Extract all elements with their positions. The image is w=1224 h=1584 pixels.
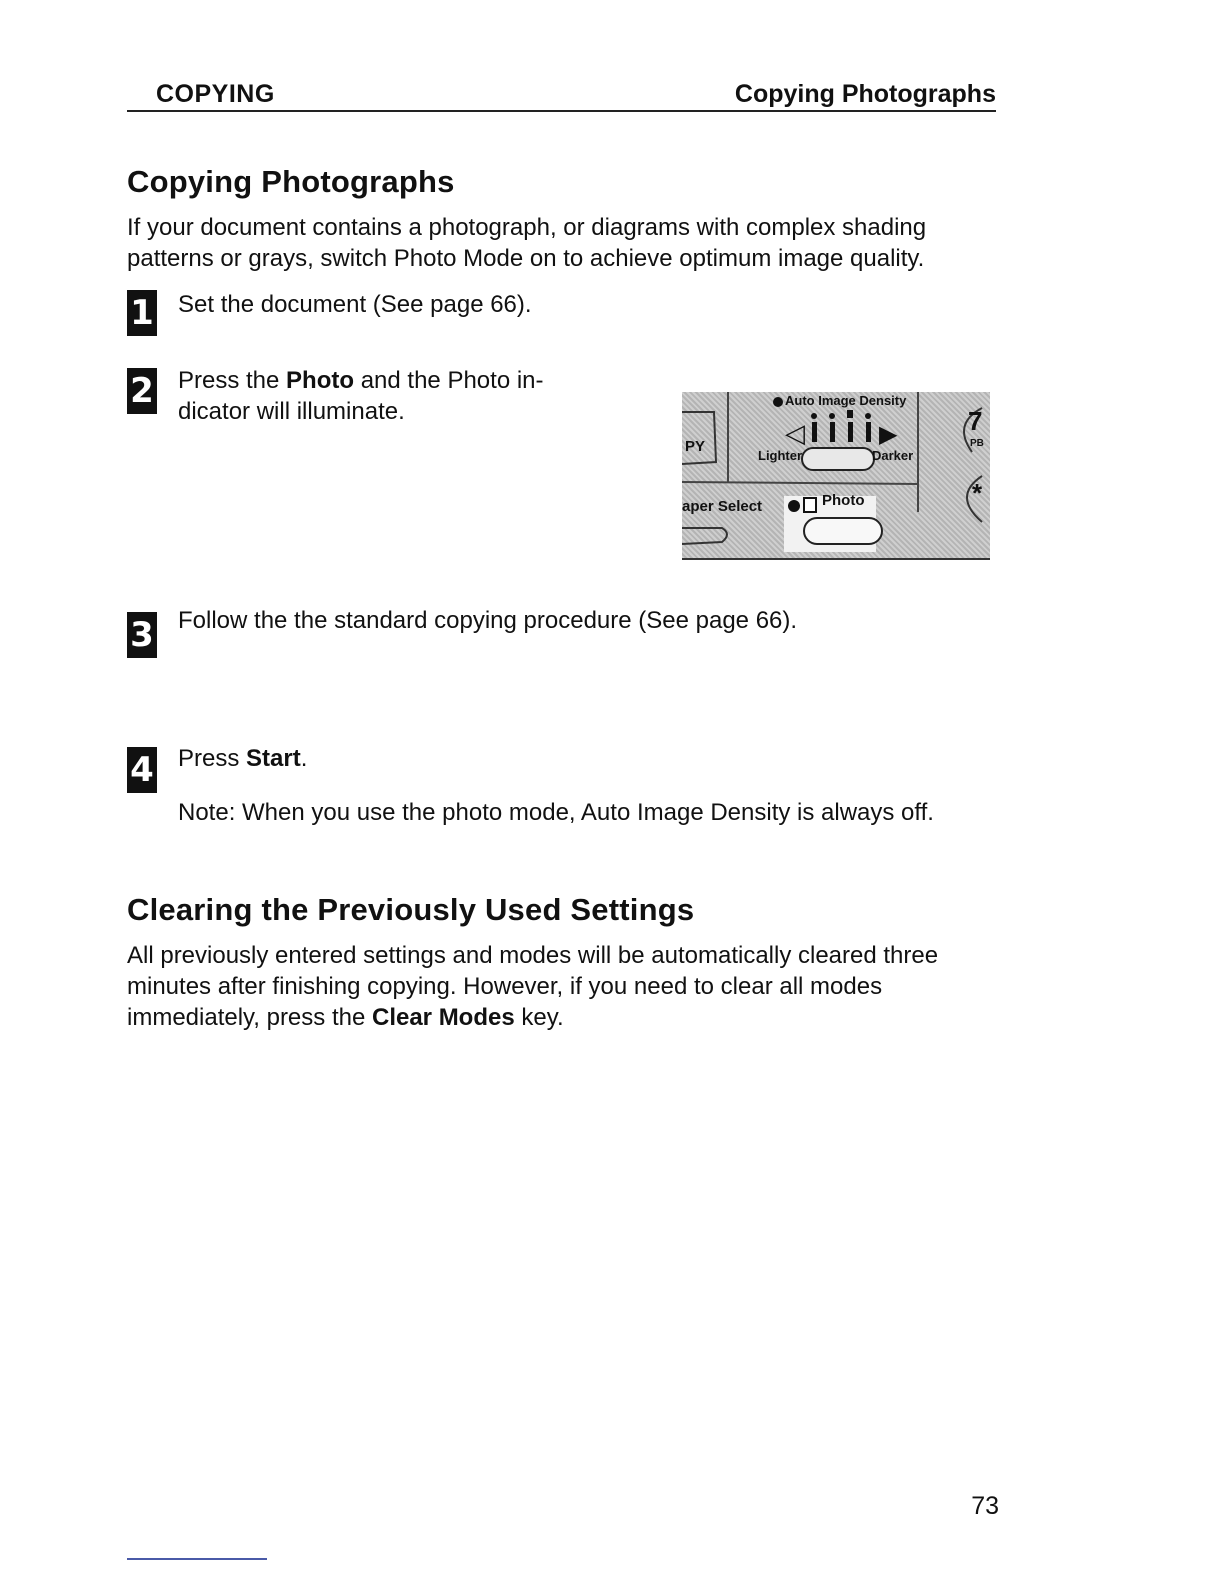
auto-density-indicator-icon bbox=[773, 397, 783, 407]
clearing-line-3-post: key. bbox=[514, 1004, 564, 1031]
auto-image-density-label: Auto Image Density bbox=[785, 393, 907, 408]
header-section: COPYING bbox=[156, 80, 275, 108]
clearing-line-2: minutes after finishing copying. However, if you need to clear all modes bbox=[127, 973, 883, 1000]
step-2-line2: dicator will illuminate. bbox=[178, 398, 405, 425]
photo-key bbox=[804, 518, 882, 544]
clear-modes-key-label: Clear Modes bbox=[371, 1004, 515, 1031]
lighter-arrow-icon: ◁ bbox=[785, 419, 805, 449]
key-pb-label: PB bbox=[970, 438, 984, 449]
step-2-number: 2 bbox=[127, 368, 157, 414]
page-number: 73 bbox=[971, 1492, 999, 1520]
intro-paragraph: If your document contains a photograph, or diagrams with complex shading patterns or grays, switch Photo Mode on to achieve optimum image quality. bbox=[127, 214, 927, 272]
section-title-clearing-settings: Clearing the Previously Used Settings bbox=[127, 892, 695, 927]
step-4-note: Note: When you use the photo mode, Auto Image Density is always off. bbox=[178, 799, 934, 826]
section-title-copying-photographs: Copying Photographs bbox=[127, 164, 455, 199]
step-1-text: Set the document (See page 66). bbox=[178, 291, 532, 318]
step-4-post: . bbox=[300, 745, 308, 772]
paper-select-key-outline bbox=[682, 528, 727, 544]
step-2-text bbox=[178, 365, 544, 427]
step-4-text bbox=[178, 743, 307, 774]
photo-mode-icon bbox=[804, 498, 816, 512]
control-panel-illustration bbox=[682, 392, 990, 560]
clearing-line-1: All previously entered settings and modes will be automatically cleared three bbox=[127, 942, 939, 969]
photo-key-label: Photo bbox=[286, 367, 355, 394]
paper-select-label: aper Select bbox=[682, 498, 763, 515]
key-7-label: 7 bbox=[968, 406, 983, 436]
density-indicator-icon bbox=[811, 410, 871, 442]
key-star-label: * bbox=[972, 478, 983, 508]
step-2-post: and the Photo in- bbox=[354, 367, 544, 394]
clearing-paragraph bbox=[127, 940, 997, 1033]
step-3-number: 3 bbox=[127, 612, 157, 658]
panel-drawing bbox=[682, 392, 990, 558]
step-4-pre: Press bbox=[178, 745, 247, 772]
clearing-line-3-pre: immediately, press the bbox=[127, 1004, 372, 1031]
header-rule bbox=[127, 110, 996, 112]
darker-label: Darker bbox=[872, 448, 914, 463]
step-1-number: 1 bbox=[127, 290, 157, 336]
density-key bbox=[802, 448, 874, 470]
start-key-label: Start bbox=[246, 745, 301, 772]
lighter-label: Lighter bbox=[758, 448, 803, 463]
darker-arrow-icon: ▶ bbox=[879, 420, 898, 448]
header-topic: Copying Photographs bbox=[734, 80, 996, 108]
step-3-text: Follow the the standard copying procedure (See page 66). bbox=[178, 607, 798, 634]
photo-indicator-icon bbox=[788, 500, 800, 512]
panel-divider-horizontal bbox=[682, 482, 918, 484]
step-4-number: 4 bbox=[127, 747, 157, 793]
copy-key-label: PY bbox=[685, 438, 706, 455]
footer-rule bbox=[127, 1558, 267, 1560]
photo-label: Photo bbox=[822, 492, 865, 509]
step-2-pre: Press the bbox=[178, 367, 287, 394]
